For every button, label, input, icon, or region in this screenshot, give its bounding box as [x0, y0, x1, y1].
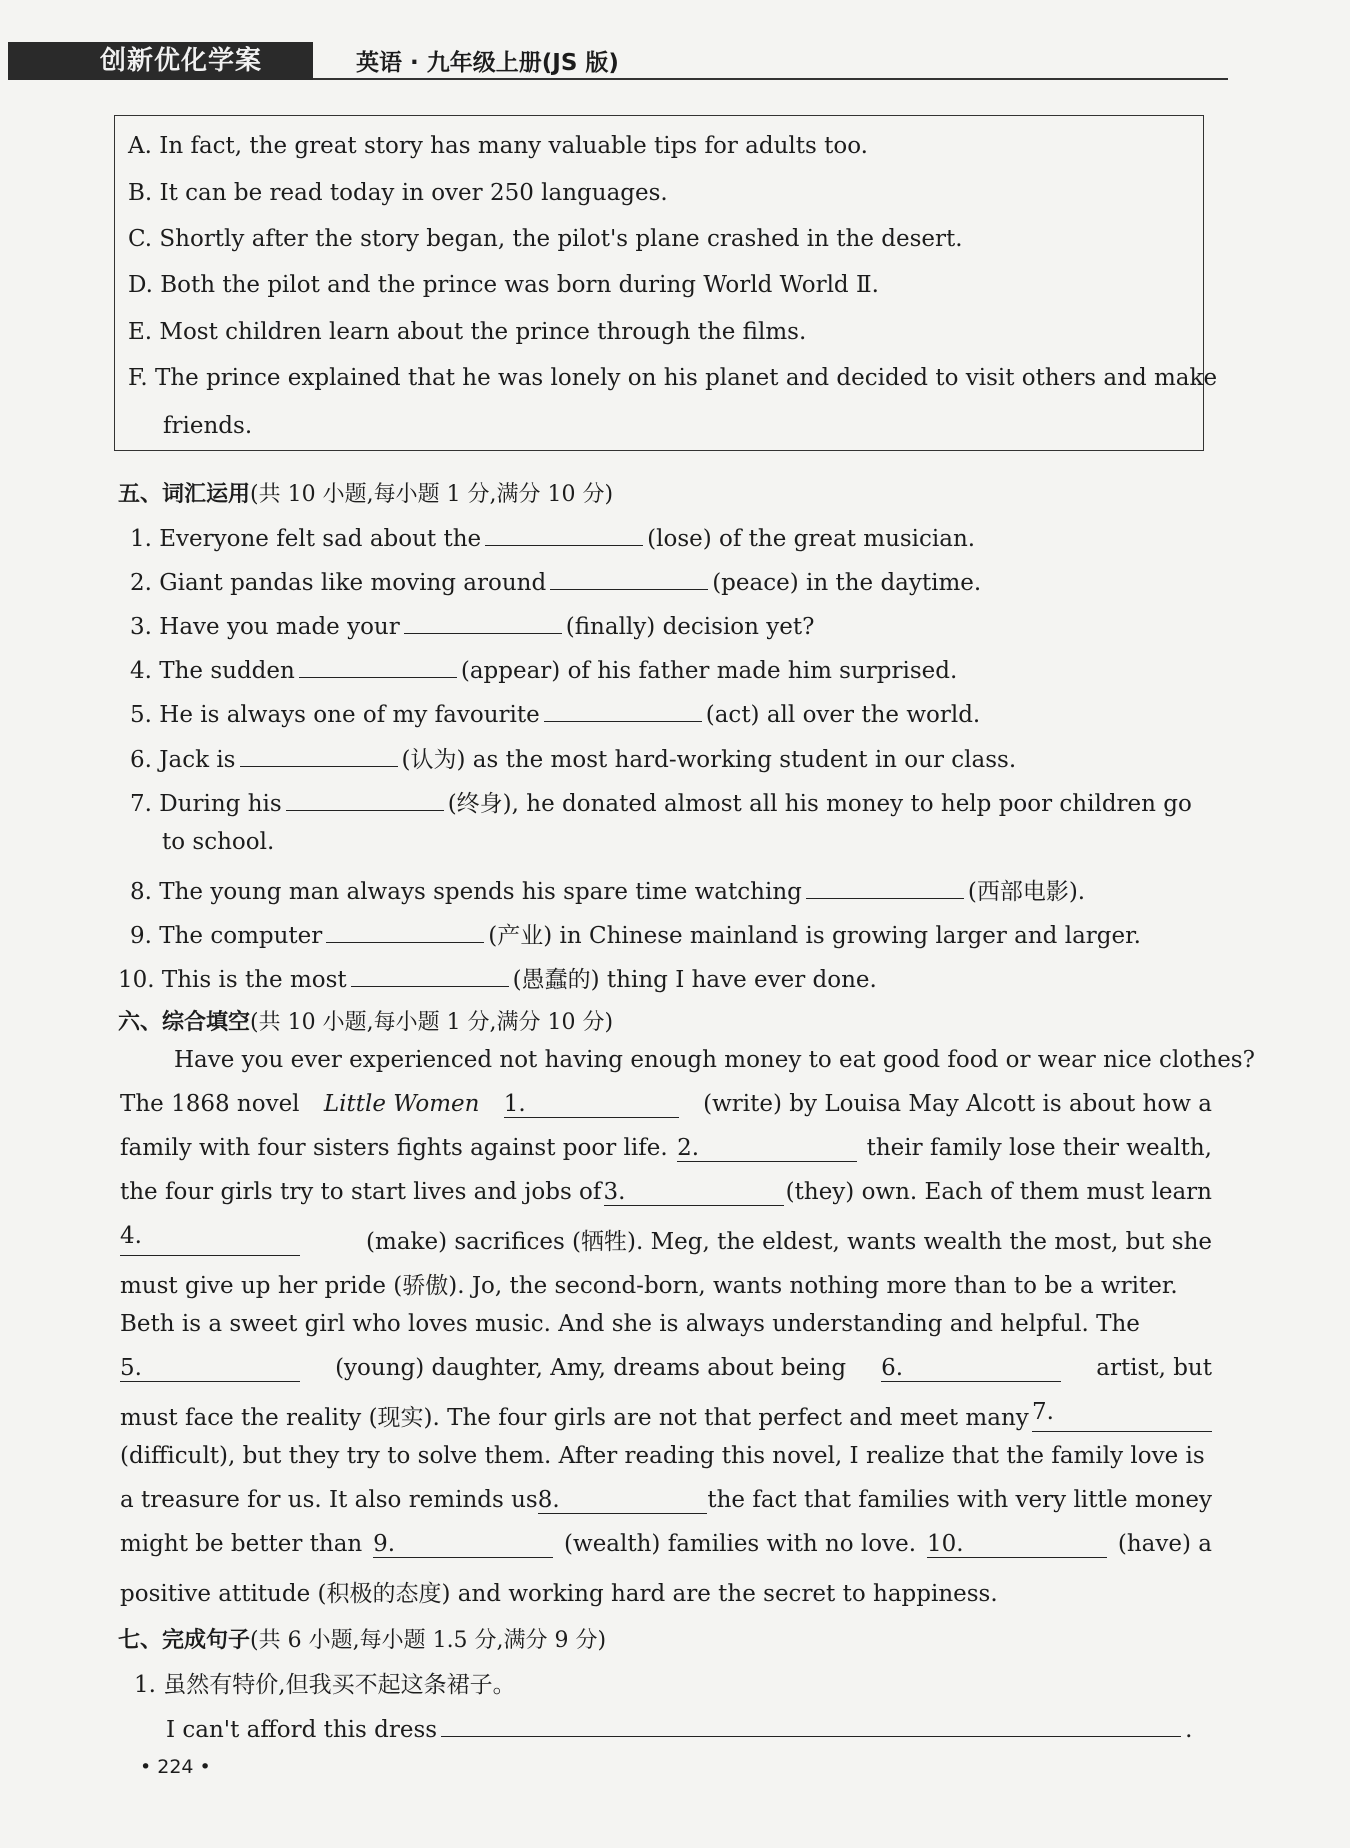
- passage-text: (make) sacrifices (牺牲). Meg, the eldest, wants wealth the most, but she: [366, 1229, 1212, 1255]
- passage-text: might be better than: [120, 1531, 363, 1557]
- answer-blank[interactable]: [326, 918, 484, 943]
- book-title: 英语 · 九年级上册(JS 版): [356, 50, 619, 76]
- vocab-item-4: [130, 653, 957, 684]
- section5-info: (共 10 小题,每小题 1 分,满分 10 分): [250, 482, 614, 507]
- cloze-blank-2[interactable]: [677, 1135, 857, 1162]
- item-number: 10.: [118, 967, 155, 993]
- item-text: (产业) in Chinese mainland is growing larger and larger.: [488, 923, 1141, 949]
- cloze-blank-8[interactable]: [538, 1487, 708, 1514]
- vocab-item-2: [130, 565, 981, 596]
- answer-blank[interactable]: [441, 1712, 1181, 1737]
- passage-text: must face the reality (现实). The four girls are not that perfect and meet many: [120, 1405, 1029, 1431]
- passage-line: [120, 1091, 1212, 1118]
- answer-blank[interactable]: [286, 786, 444, 811]
- passage-line: [120, 1223, 1212, 1256]
- item-text: He is always one of my favourite: [159, 702, 540, 728]
- cloze-blank-7[interactable]: [1032, 1399, 1212, 1432]
- item-text: (lose) of the great musician.: [647, 526, 976, 552]
- passage-text: must give up her pride (骄傲). Jo, the second-born, wants nothing more than to be a writer.: [120, 1273, 1178, 1299]
- vocab-item-3: [130, 609, 814, 640]
- item-number: 5.: [130, 702, 152, 728]
- translation-item-1-chinese: 1. 虽然有特价,但我买不起这条裙子。: [134, 1672, 516, 1698]
- passage-line: [120, 1135, 1212, 1162]
- passage-text: (write) by Louisa May Alcott is about how a: [703, 1091, 1212, 1117]
- cloze-blank-9[interactable]: [373, 1531, 553, 1558]
- option-e: E. Most children learn about the prince through the films.: [128, 319, 807, 345]
- page-number: • 224 •: [140, 1756, 211, 1778]
- passage-text: (they) own. Each of them must learn: [785, 1179, 1212, 1205]
- passage-line: [120, 1531, 1212, 1558]
- vocab-item-7: [130, 785, 1192, 818]
- passage-text: the four girls try to start lives and jobs of: [120, 1179, 602, 1205]
- passage-line: [120, 1399, 1212, 1432]
- cloze-blank-4[interactable]: [120, 1223, 300, 1256]
- passage-text: The 1868 novel: [120, 1091, 300, 1117]
- item-number: 8.: [130, 879, 152, 905]
- item-text: I can't afford this dress: [166, 1717, 438, 1743]
- answer-blank[interactable]: [485, 521, 643, 546]
- passage-text: the fact that families with very little money: [707, 1487, 1212, 1513]
- cloze-blank-10[interactable]: [927, 1531, 1107, 1558]
- section7-title: 七、完成句子: [118, 1628, 251, 1653]
- passage-text: a treasure for us. It also reminds us: [120, 1487, 538, 1513]
- blank-number: 3.: [603, 1179, 626, 1205]
- section7-info: (共 6 小题,每小题 1.5 分,满分 9 分): [250, 1628, 607, 1653]
- section7-heading: [118, 1623, 606, 1654]
- passage-text: (wealth) families with no love.: [564, 1531, 917, 1557]
- option-f: F. The prince explained that he was lonely on his planet and decided to visit others and make: [128, 365, 1218, 391]
- item-text: Jack is: [159, 747, 236, 773]
- answer-blank[interactable]: [299, 653, 457, 678]
- item-text: Have you made your: [159, 614, 400, 640]
- item-number: 2.: [130, 570, 152, 596]
- item-text: (西部电影).: [967, 879, 1086, 905]
- passage-text: Beth is a sweet girl who loves music. And she is always understanding and helpful. The: [120, 1311, 1140, 1337]
- cloze-blank-6[interactable]: [881, 1355, 1061, 1382]
- blank-number: 8.: [537, 1487, 560, 1513]
- passage-line: positive attitude (积极的态度) and working hard are the secret to happiness.: [120, 1581, 998, 1607]
- vocab-item-1: [130, 521, 975, 552]
- item-text: (愚蠢的) thing I have ever done.: [512, 967, 877, 993]
- vocab-item-9: [130, 917, 1141, 950]
- translation-item-1: I can't afford this dress .: [166, 1712, 1192, 1743]
- vocab-item-7-continued: [162, 829, 274, 855]
- blank-number: 1.: [503, 1091, 526, 1117]
- option-f-continued: friends.: [163, 413, 253, 439]
- answer-blank[interactable]: [550, 565, 708, 590]
- item-text: (appear) of his father made him surprised.: [460, 658, 958, 684]
- item-number: 3.: [130, 614, 152, 640]
- answer-blank[interactable]: [544, 697, 702, 722]
- item-text: The young man always spends his spare time watching: [159, 879, 802, 905]
- cloze-blank-5[interactable]: [120, 1355, 300, 1382]
- answer-blank[interactable]: [240, 742, 398, 767]
- cloze-blank-3[interactable]: [604, 1179, 784, 1206]
- item-number: 1.: [130, 526, 152, 552]
- passage-line: [120, 1443, 1212, 1469]
- passage-line: [120, 1355, 1212, 1382]
- novel-title: Little Women: [323, 1091, 480, 1117]
- blank-number: 6.: [881, 1355, 904, 1381]
- section6-heading: [118, 1005, 613, 1036]
- cloze-blank-1[interactable]: [504, 1091, 679, 1118]
- section6-title: 六、综合填空: [118, 1010, 251, 1035]
- option-a: A. In fact, the great story has many valuable tips for adults too.: [128, 133, 868, 159]
- item-text: (finally) decision yet?: [565, 614, 815, 640]
- answer-blank[interactable]: [351, 962, 509, 987]
- vocab-item-6: [130, 741, 1016, 774]
- option-b: B. It can be read today in over 250 languages.: [128, 180, 668, 206]
- passage-text: their family lose their wealth,: [866, 1135, 1212, 1161]
- passage-line: [120, 1487, 1212, 1514]
- blank-number: 9.: [373, 1531, 396, 1557]
- blank-number: 10.: [926, 1531, 964, 1557]
- passage-line: [120, 1179, 1212, 1206]
- brand-logo: 创新优化学案: [8, 42, 313, 80]
- blank-number: 4.: [120, 1223, 142, 1249]
- blank-number: 5.: [120, 1355, 142, 1381]
- passage-text: (young) daughter, Amy, dreams about being: [335, 1355, 847, 1381]
- option-c: C. Shortly after the story began, the pilot's plane crashed in the desert.: [128, 226, 963, 252]
- item-text: The computer: [159, 923, 323, 949]
- vocab-item-10: [118, 961, 877, 994]
- item-text: During his: [159, 791, 282, 817]
- answer-blank[interactable]: [404, 609, 562, 634]
- blank-number: 7.: [1032, 1399, 1054, 1425]
- section5-title: 五、词汇运用: [118, 482, 251, 507]
- item-number: 6.: [130, 747, 152, 773]
- page-header: [8, 42, 1228, 82]
- passage-text: family with four sisters fights against poor life.: [120, 1135, 668, 1161]
- item-text: The sudden: [159, 658, 295, 684]
- item-number: 4.: [130, 658, 152, 684]
- vocab-item-5: [130, 697, 980, 728]
- item-text: (认为) as the most hard-working student in our class.: [401, 747, 1017, 773]
- item-text: to school.: [162, 829, 275, 855]
- passage-line: Have you ever experienced not having enough money to eat good food or wear nice clothes?: [174, 1047, 1255, 1073]
- passage-line: [120, 1311, 1212, 1337]
- vocab-item-8: [130, 873, 1085, 906]
- header-rule: [313, 78, 1228, 80]
- option-d: D. Both the pilot and the prince was born during World World Ⅱ.: [128, 272, 879, 298]
- passage-line: [120, 1267, 1212, 1300]
- item-text: (act) all over the world.: [705, 702, 981, 728]
- cloze-passage: [120, 1047, 1255, 1607]
- section5-heading: [118, 477, 613, 508]
- item-text: This is the most: [161, 967, 347, 993]
- answer-blank[interactable]: [806, 874, 964, 899]
- item-number: 7.: [130, 791, 152, 817]
- passage-text: (difficult), but they try to solve them. After reading this novel, I realize that the family love is: [120, 1443, 1205, 1469]
- passage-text: (have) a: [1117, 1531, 1212, 1557]
- item-number: 9.: [130, 923, 152, 949]
- item-text: Everyone felt sad about the: [159, 526, 482, 552]
- item-text: (终身), he donated almost all his money to help poor children go: [447, 791, 1192, 817]
- blank-number: 2.: [677, 1135, 700, 1161]
- passage-text: artist, but: [1096, 1355, 1212, 1381]
- section6-info: (共 10 小题,每小题 1 分,满分 10 分): [250, 1010, 614, 1035]
- item-text: (peace) in the daytime.: [712, 570, 982, 596]
- item-text: Giant pandas like moving around: [159, 570, 547, 596]
